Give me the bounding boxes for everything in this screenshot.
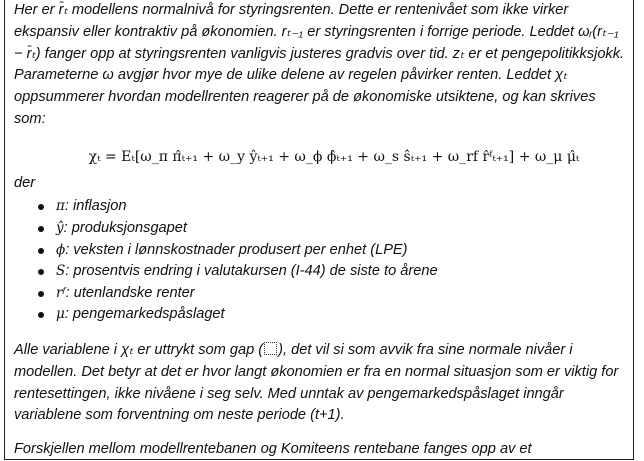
variable-symbol: μ [56,306,65,323]
document-body [14,0,626,461]
list-item [56,304,626,326]
variable-description: : inflasjon [64,198,127,215]
der-label: der [14,174,36,191]
list-item [56,283,626,305]
variable-symbol: π [56,198,65,215]
paragraph-gap-text-b: ), det vil si som avvik fra sine normale nivåer i modellen. Det betyr at det er hvor langt økonomien er fra en normal situasjon som er viktig for rentesettingen, ikke nivåene i seg selv. Med unntak av pengemarkedspåslaget inngår variablene som forventning om neste periode (t+1). [14,341,619,424]
list-item [56,240,626,262]
variable-symbol: S [56,263,66,280]
hat-box-icon [264,342,277,355]
list-item [56,261,626,283]
variable-description: : veksten i lønnskostnader produsert per enhet (LPE) [65,241,408,258]
paragraph-gap-text-a: Alle variablene i χₜ er uttrykt som gap ( [14,341,264,358]
variable-description: : pengemarkedspåslaget [64,306,225,323]
variable-symbol: ŷ [56,219,64,236]
list-item [56,196,626,218]
paragraph-partial: Forskjellen mellom modellrentebanen og Komiteens rentebane fanges opp av et [14,441,532,458]
variable-symbol: ϕ [56,241,66,258]
paragraph-model-rate: Her er r̄ₜ modellens normalnivå for styringsrenten. Dette er rentenivået som ikke virker ekspansiv eller kontraktiv på økonomien. rₜ₋₁ er styringsrenten i forrige periode. Leddet ωᵣ(rₜ₋₁ − r̄ₜ) fanger opp at styringsrenten vanligvis justeres gradvis over tid. zₜ er et pengepolitikksjokk. Parameterne ω avgjør hvor mye de ulike delene av regelen påvirker renten. Leddet χₜ oppsummerer hvordan modellrenten reagerer på de økonomiske utsiktene, og kan skrives som: [14,2,625,127]
spacer [14,326,626,340]
formula-chi: χₜ = Eₜ[ω_π π̂ₜ₊₁ + ω_y ŷₜ₊₁ + ω_ϕ ϕ̂ₜ₊₁ + ω_s ŝₜ₊₁ + ω_rf r̂ᶠₜ₊₁] + ω_μ μ̂ₜ [88,148,580,165]
variable-list [14,196,626,326]
variable-symbol: rᶠ [56,284,66,301]
variable-description: : utenlandske renter [65,284,195,301]
paragraph-gap-explanation [14,340,626,427]
variable-description: : produksjonsgapet [63,219,187,236]
variable-description: : prosentvis endring i valutakursen (I-44) de siste to årene [65,263,438,280]
list-item [56,218,626,240]
